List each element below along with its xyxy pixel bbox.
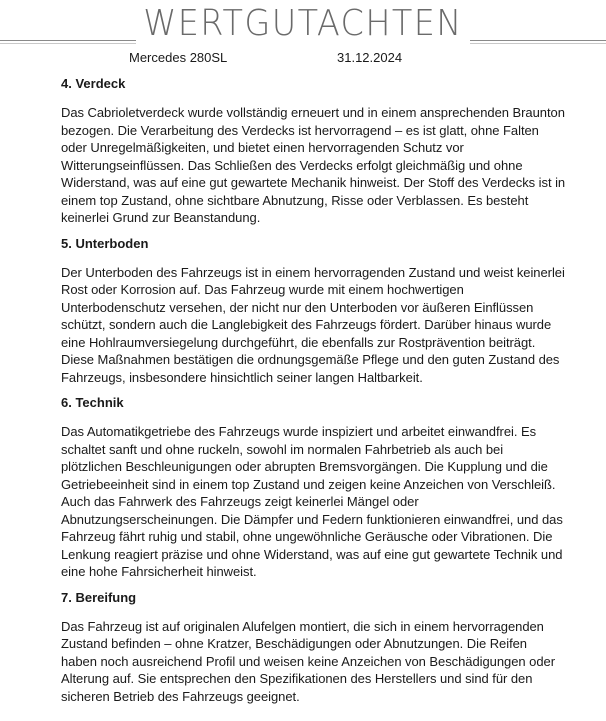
vehicle-name: Mercedes 280SL xyxy=(129,50,228,65)
section-paragraph: Das Automatikgetriebe des Fahrzeugs wurde inspiziert und arbeitet einwandfrei. Es schaltet sanft und ohne ruckeln, sowohl im normalen Fahrbetrieb als auch bei plötzlichen Beschleunigungen oder abrupten Bremsvorgängen. Die Kupplung und die Getriebeeinheit sind in einem top Zustand und zeigen keine Anzeichen von Verschleiß. Auch das Fahrwerk des Fahrzeugs zeigt keinerlei Mängel oder Abnutzungserscheinungen. Die Dämpfer und Federn funktionieren einwandfrei, und das Fahrzeug fährt ruhig und stabil, ohne ungewöhnliche Geräusche oder Vibrationen. Die Lenkung reagiert präzise und ohne Widerstand, was auf eine gut gewartete Technik und eine hohe Fahrsicherheit hinweist. xyxy=(61,424,563,579)
section-heading: 7. Bereifung xyxy=(61,589,137,605)
document-body xyxy=(61,76,566,714)
section-paragraph: Das Fahrzeug ist auf originalen Alufelgen montiert, die sich in einem hervorragenden Zustand befinden – ohne Kratzer, Beschädigungen oder Abnutzungen. Die Reifen haben noch ausreichend Profil und weisen keine Anzeichen von Beschädigungen oder Alterung auf. Sie entsprechen den Spezifikationen des Herstellers und sind für den sicheren Betrieb des Fahrzeugs geeignet. xyxy=(61,618,555,704)
document-title: WERTGUTACHTEN xyxy=(143,3,463,44)
section-verdeck xyxy=(61,76,566,227)
header-rule-right xyxy=(470,40,606,44)
section-paragraph: Das Cabrioletverdeck wurde vollständig erneuert und in einem ansprechenden Braunton bezogen. Die Verarbeitung des Verdecks ist hervorragend – es ist glatt, ohne Falten oder Unregelmäßigkeiten, und bietet einen hervorragenden Schutz vor Witterungseinflüssen. Das Schließen des Verdecks erfolgt gleichmäßig und ohne Widerstand, was auf eine gut gewartete Mechanik hinweist. Der Stoff des Verdecks ist in einem top Zustand, ohne sichtbare Abnutzung, Risse oder Verblassen. Es besteht keinerlei Grund zur Beanstandung. xyxy=(61,105,566,225)
report-date: 31.12.2024 xyxy=(337,50,403,65)
section-heading: 4. Verdeck xyxy=(61,76,126,91)
section-technik xyxy=(61,395,566,581)
section-heading: 6. Technik xyxy=(61,395,124,410)
section-bereifung xyxy=(61,590,566,706)
section-unterboden xyxy=(61,236,566,387)
document-header xyxy=(0,0,606,72)
section-paragraph: Der Unterboden des Fahrzeugs ist in einem hervorragenden Zustand und weist keinerlei Rost oder Korrosion auf. Das Fahrzeug wurde mit einem hochwertigen Unterbodenschutz versehen, der nicht nur den Unterboden vor äußeren Einflüssen schützt, sondern auch die Langlebigkeit des Fahrzeugs fördert. Darüber hinaus wurde eine Hohlraumversiegelung durchgeführt, die ebenfalls zur Rostprävention beiträgt. Diese Maßnahmen bestätigen die ordnungsgemäße Pflege und den guten Zustand des Fahrzeugs, insbesondere hinsichtlich seiner langen Haltbarkeit. xyxy=(61,264,565,385)
section-heading: 5. Unterboden xyxy=(61,235,149,251)
